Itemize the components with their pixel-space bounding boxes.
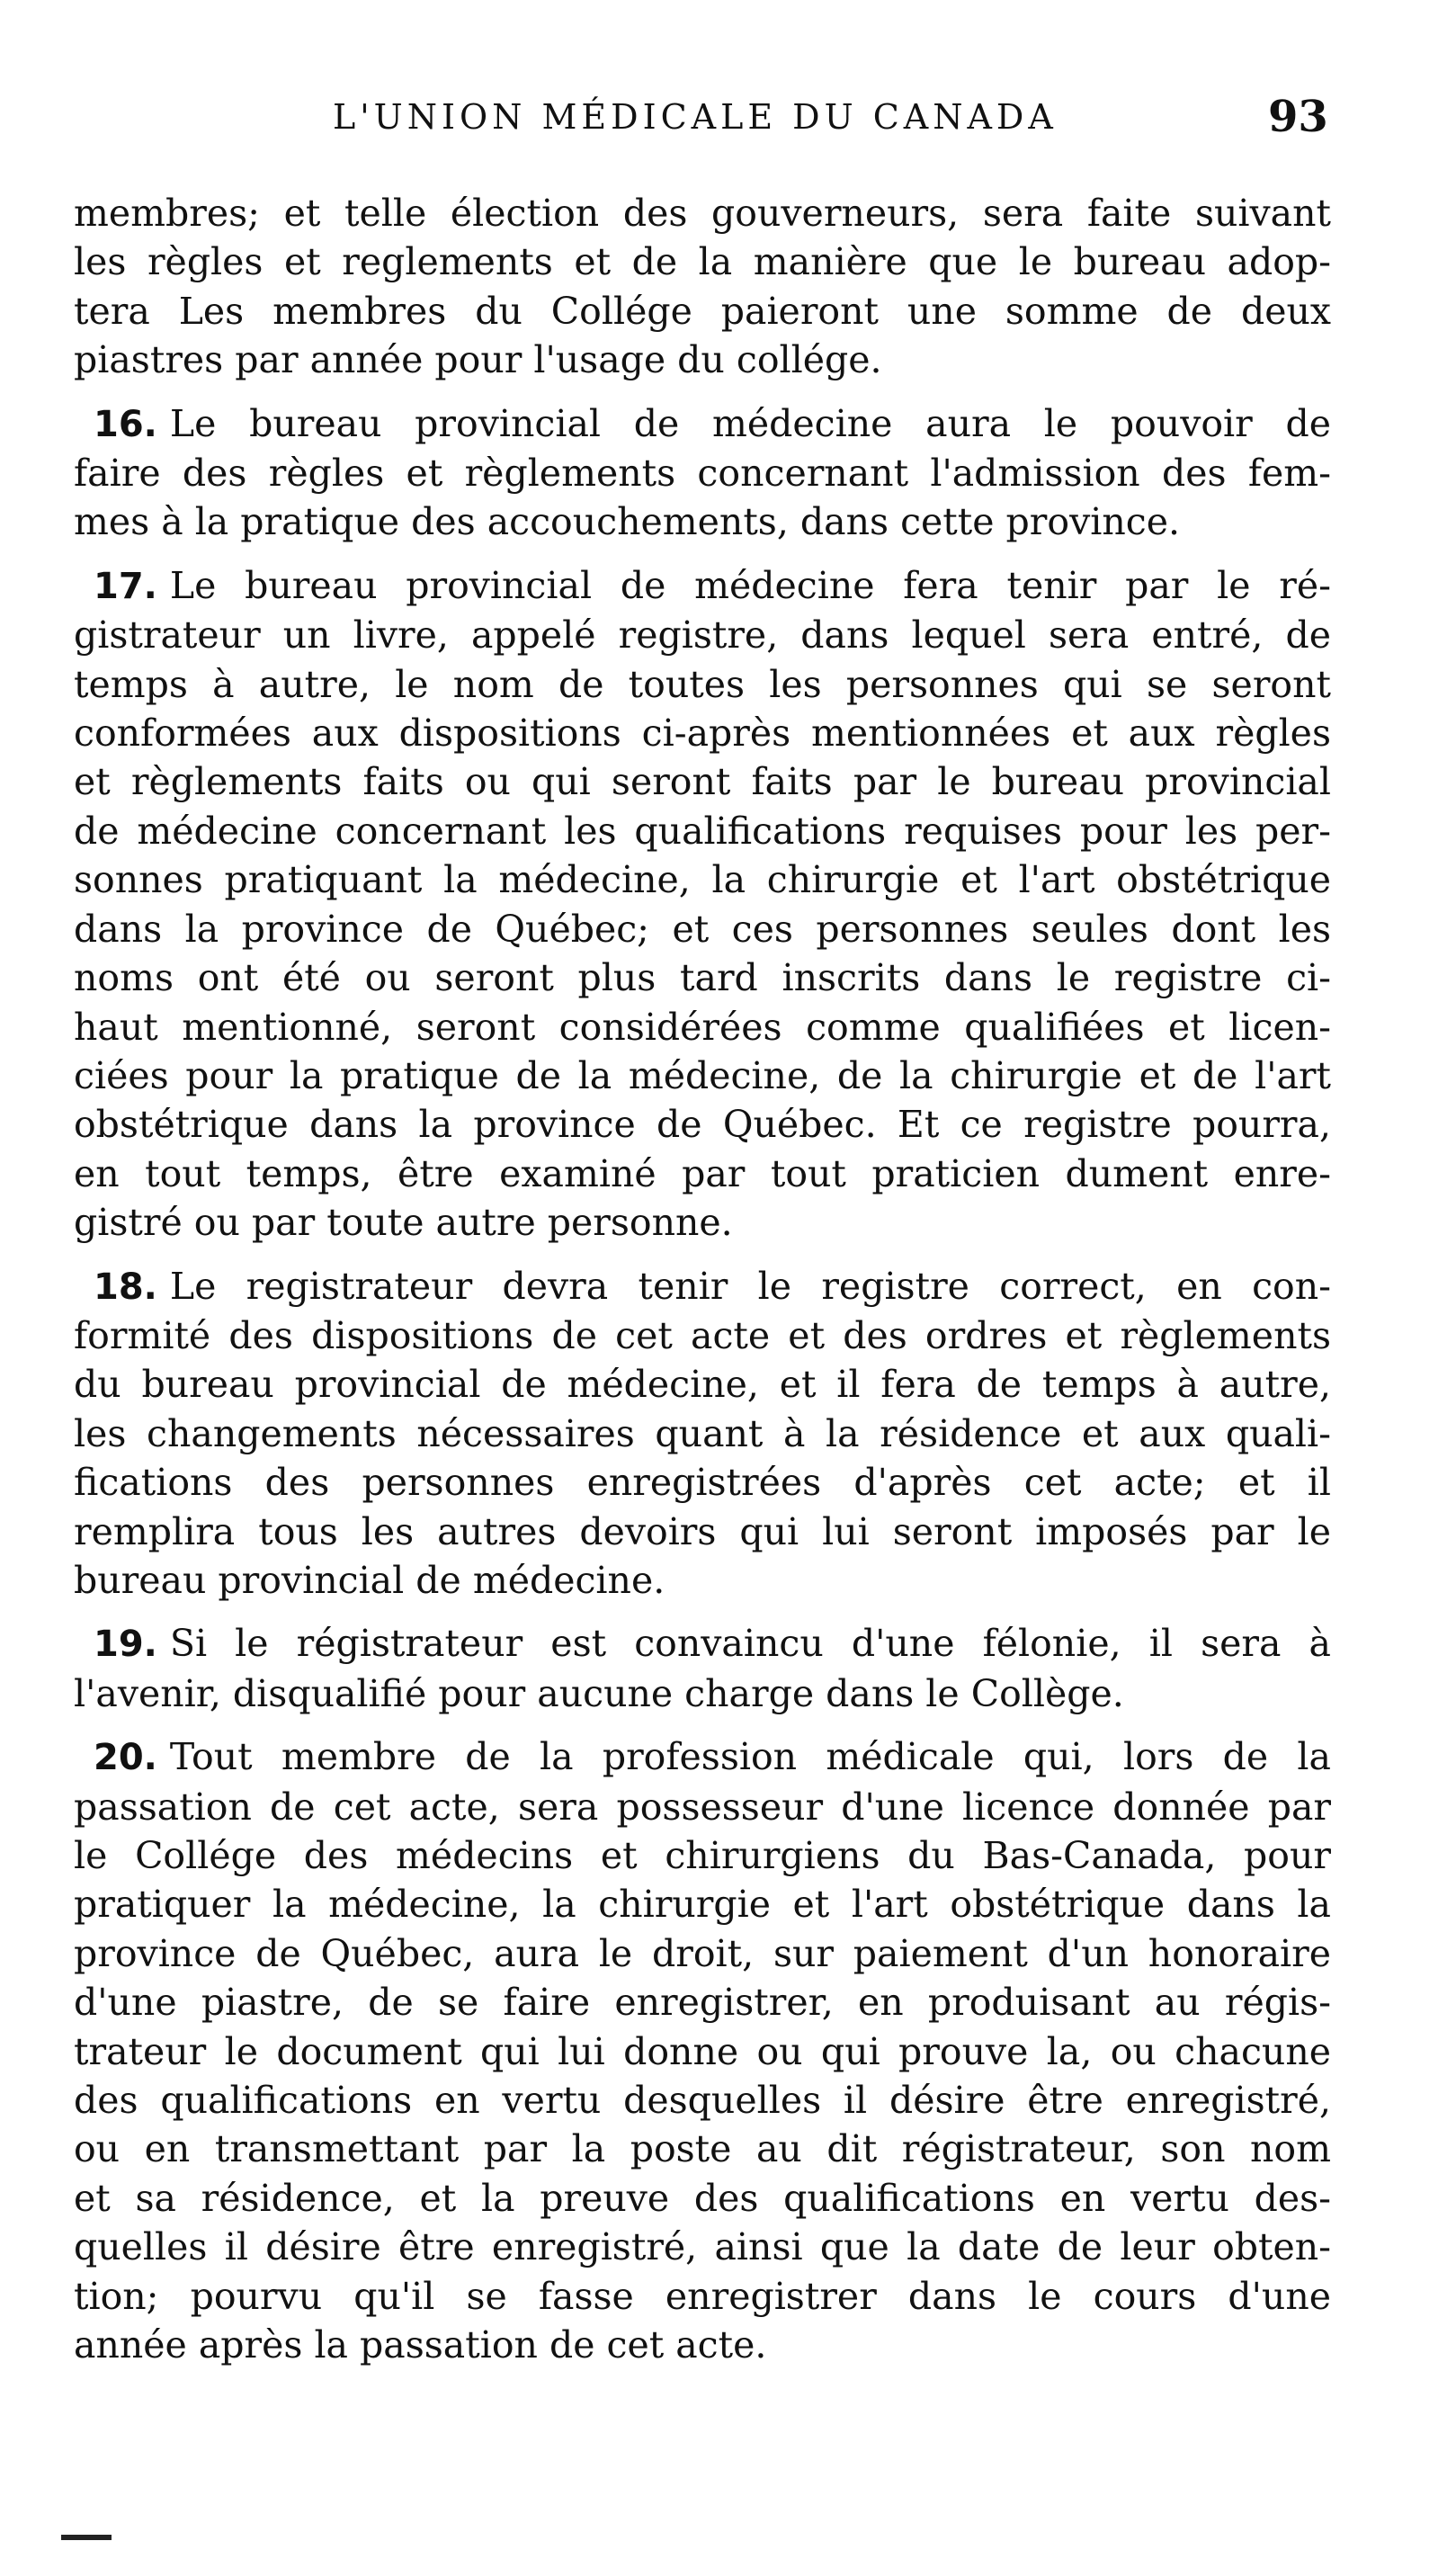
- line-text: tion; pourvu qu'il se fasse enregistrer dans le cours d'une: [74, 2274, 1331, 2318]
- text-line: [74, 757, 1331, 806]
- line-text: piastres par année pour l'usage du collége.: [74, 338, 882, 382]
- line-text: conformées aux dispositions ci-après mentionnées et aux règles: [74, 711, 1331, 756]
- text-line: [74, 1619, 1331, 1669]
- line-text: formité des dispositions de cet acte et des ordres et règlements: [74, 1313, 1331, 1357]
- text-line: [74, 660, 1331, 709]
- article-number: 16.: [94, 403, 157, 445]
- text-line: [74, 1262, 1331, 1311]
- article-number: 20.: [94, 1737, 157, 1779]
- line-text: le Collége des médecins et chirurgiens du Bas-Canada, pour: [74, 1834, 1331, 1877]
- text-line: [74, 2223, 1331, 2271]
- text-line: [74, 905, 1331, 953]
- article-paragraph: [74, 1619, 1331, 1718]
- line-text: les règles et reglements et de la manière que le bureau adop-: [74, 240, 1331, 284]
- text-line: [74, 709, 1331, 757]
- line-text: Le registrateur devra tenir le registre correct, en con-: [169, 1264, 1331, 1308]
- line-text: gistrateur un livre, appelé registre, dans lequel sera entré, de: [74, 613, 1331, 658]
- line-text: province de Québec, aura le droit, sur paiement d'un honoraire: [74, 1931, 1331, 1975]
- text-line: [74, 611, 1331, 659]
- text-line: [74, 1051, 1331, 1100]
- article-text-body: [74, 189, 1331, 2384]
- line-text: de médecine concernant les qualifications requises pour les per-: [74, 809, 1331, 853]
- footer-rule: [61, 2535, 112, 2540]
- text-line: [74, 953, 1331, 1002]
- line-text: trateur le document qui lui donne ou qui prouve la, ou chacune: [74, 2029, 1331, 2073]
- text-line: [74, 2027, 1331, 2076]
- text-line: [74, 561, 1331, 611]
- line-text: d'une piastre, de se faire enregistrer, en produisant au régis-: [74, 1981, 1331, 2025]
- text-line: [74, 2174, 1331, 2223]
- line-text: tera Les membres du Collége paieront une somme de deux: [74, 289, 1331, 333]
- text-line: [74, 807, 1331, 855]
- line-text: Si le régistrateur est convaincu d'une félonie, il sera à: [169, 1622, 1331, 1666]
- text-line: [74, 1003, 1331, 1051]
- article-number: 18.: [94, 1266, 157, 1308]
- line-text: fications des personnes enregistrées d'après cet acte; et il: [74, 1461, 1331, 1505]
- text-line: [74, 399, 1331, 449]
- line-text: en tout temps, être examiné par tout praticien dument enre-: [74, 1151, 1331, 1195]
- continuation-paragraph: [74, 189, 1331, 385]
- text-line: [74, 1831, 1331, 1880]
- text-line: [74, 1556, 1331, 1605]
- text-line: [74, 336, 1331, 384]
- article-number: 19.: [94, 1624, 157, 1666]
- text-line: [74, 2321, 1331, 2369]
- text-line: [74, 1311, 1331, 1360]
- text-line: [74, 497, 1331, 546]
- text-line: [74, 1978, 1331, 2027]
- text-line: [74, 1100, 1331, 1149]
- line-text: gistré ou par toute autre personne.: [74, 1201, 733, 1245]
- text-line: [74, 1732, 1331, 1782]
- text-line: [74, 2076, 1331, 2125]
- text-line: [74, 1669, 1331, 1718]
- text-line: [74, 449, 1331, 497]
- line-text: mes à la pratique des accouchements, dans cette province.: [74, 500, 1181, 544]
- article-paragraph: [74, 1262, 1331, 1606]
- text-line: [74, 1409, 1331, 1458]
- text-line: [74, 1508, 1331, 1556]
- article-paragraph: [74, 561, 1331, 1248]
- line-text: l'avenir, disqualifié pour aucune charge dans le Collège.: [74, 1671, 1124, 1715]
- line-text: ou en transmettant par la poste au dit régistrateur, son nom: [74, 2127, 1331, 2171]
- text-line: [74, 237, 1331, 286]
- text-line: [74, 189, 1331, 237]
- line-text: bureau provincial de médecine.: [74, 1558, 665, 1602]
- text-line: [74, 1929, 1331, 1978]
- line-text: année après la passation de cet acte.: [74, 2323, 767, 2367]
- line-text: membres; et telle élection des gouverneurs, sera faite suivant: [74, 192, 1331, 235]
- line-text: pratiquer la médecine, la chirurgie et l'art obstétrique dans la: [74, 1883, 1331, 1927]
- text-line: [74, 1360, 1331, 1409]
- article-paragraph: [74, 1732, 1331, 2369]
- text-line: [74, 1880, 1331, 1928]
- article-number: 17.: [94, 565, 157, 607]
- line-text: passation de cet acte, sera possesseur d'une licence donnée par: [74, 1785, 1331, 1829]
- text-line: [74, 855, 1331, 904]
- line-text: dans la province de Québec; et ces personnes seules dont les: [74, 907, 1331, 951]
- text-line: [74, 2125, 1331, 2173]
- line-text: sonnes pratiquant la médecine, la chirurgie et l'art obstétrique: [74, 858, 1331, 902]
- text-line: [74, 2272, 1331, 2321]
- line-text: du bureau provincial de médecine, et il fera de temps à autre,: [74, 1363, 1331, 1407]
- running-head: [0, 92, 1456, 151]
- line-text: obstétrique dans la province de Québec. Et ce registre pourra,: [74, 1103, 1331, 1147]
- page-number: 93: [1268, 92, 1328, 142]
- text-line: [74, 1458, 1331, 1507]
- line-text: haut mentionné, seront considérées comme qualifiées et licen-: [74, 1005, 1331, 1049]
- text-line: [74, 287, 1331, 336]
- article-paragraph: [74, 399, 1331, 547]
- line-text: remplira tous les autres devoirs qui lui seront imposés par le: [74, 1509, 1331, 1553]
- line-text: et sa résidence, et la preuve des qualifications en vertu des-: [74, 2176, 1331, 2220]
- text-line: [74, 1783, 1331, 1831]
- text-line: [74, 1198, 1331, 1247]
- line-text: quelles il désire être enregistré, ainsi que la date de leur obten-: [74, 2225, 1331, 2269]
- line-text: Le bureau provincial de médecine aura le pouvoir de: [169, 401, 1331, 445]
- line-text: ciées pour la pratique de la médecine, de la chirurgie et de l'art: [74, 1053, 1331, 1097]
- journal-title: L'UNION MÉDICALE DU CANADA: [333, 97, 1058, 137]
- line-text: temps à autre, le nom de toutes les personnes qui se seront: [74, 662, 1331, 706]
- line-text: Tout membre de la profession médicale qui, lors de la: [169, 1735, 1331, 1779]
- line-text: noms ont été ou seront plus tard inscrits dans le registre ci-: [74, 956, 1331, 1000]
- line-text: les changements nécessaires quant à la résidence et aux quali-: [74, 1411, 1331, 1455]
- line-text: Le bureau provincial de médecine fera tenir par le ré-: [169, 563, 1331, 607]
- text-line: [74, 1150, 1331, 1198]
- line-text: faire des règles et règlements concernant l'admission des fem-: [74, 452, 1331, 496]
- line-text: des qualifications en vertu desquelles il désire être enregistré,: [74, 2079, 1331, 2123]
- line-text: et règlements faits ou qui seront faits par le bureau provincial: [74, 760, 1331, 804]
